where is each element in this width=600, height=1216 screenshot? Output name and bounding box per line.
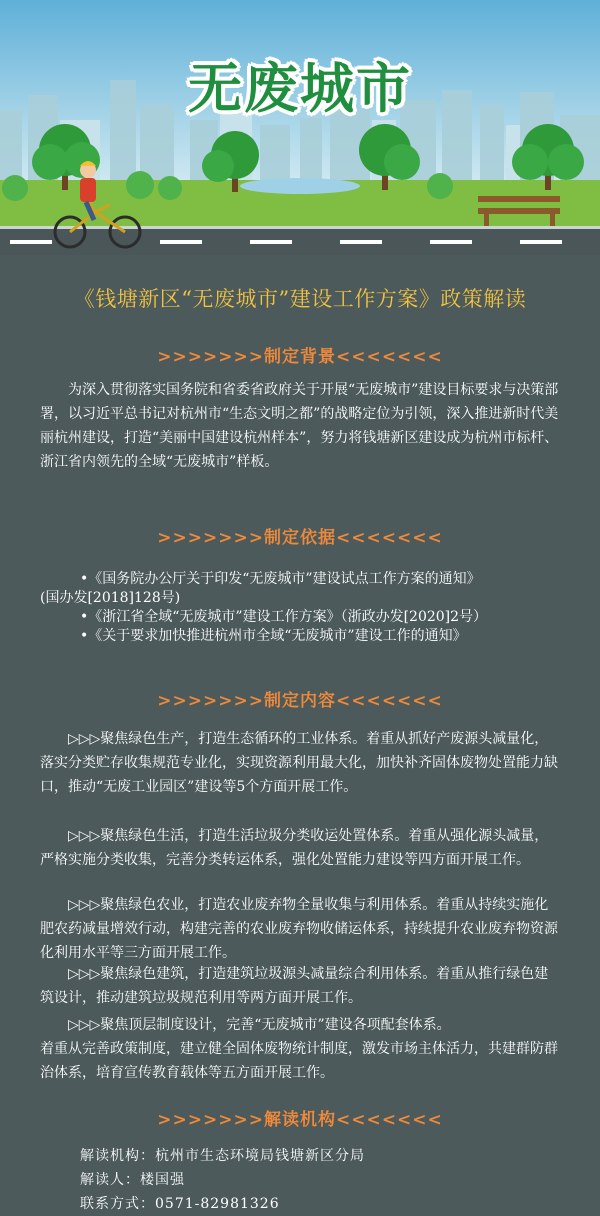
- interpreter-person: 解读人：楼国强: [80, 1172, 185, 1188]
- section-heading-background: >>>>>>>制定背景<<<<<<<: [157, 347, 443, 367]
- content-paragraph: ▷▷▷聚焦绿色建筑，打造建筑垃圾源头减量综合利用体系。着重从推行绿色建筑设计，推动建筑垃圾规范利用等两方面开展工作。: [40, 966, 549, 1006]
- interpreter-contact: 联系方式：0571-82981326: [80, 1196, 280, 1212]
- document-title: 《钱塘新区“无废城市”建设工作方案》政策解读: [73, 287, 527, 311]
- list-item: (国办发[2018]128号): [40, 590, 181, 606]
- background-paragraph: 为深入贯彻落实国务院和省委省政府关于开展“无废城市”建设目标要求与决策部署，以习近平总书记对杭州市“生态文明之都”的战略定位为引领，深入推进新时代美丽杭州建设，打造“美丽中国建设杭州样本”，努力将钱塘新区建设成为杭州市标杆、浙江省内领先的全域“无废城市”样板。: [40, 382, 559, 470]
- content-paragraph: 着重从完善政策制度，建立健全固体废物统计制度，激发市场主体活力，共建群防群治体系，培育宣传教育载体等五方面开展工作。: [40, 1041, 558, 1081]
- hero-banner: [0, 0, 600, 255]
- list-item: •《关于要求加快推进杭州市全域“无废城市”建设工作的通知》: [80, 628, 467, 644]
- content-paragraph: ▷▷▷聚焦绿色生活，打造生活垃圾分类收运处置体系。着重从强化源头减量，严格实施分类收集，完善分类转运体系，强化处置能力建设等四方面开展工作。: [40, 828, 549, 868]
- list-item: •《浙江省全域“无废城市”建设工作方案》（浙政办发[2020]2号）: [80, 609, 488, 625]
- list-item: •《国务院办公厅关于印发“无废城市”建设试点工作方案的通知》: [80, 571, 481, 587]
- section-heading-content: >>>>>>>制定内容<<<<<<<: [157, 691, 443, 711]
- basis-list: [40, 570, 570, 646]
- content-paragraph: ▷▷▷聚焦顶层制度设计，完善“无废城市”建设各项配套体系。: [68, 1017, 451, 1033]
- section-heading-interpreter: >>>>>>>解读机构<<<<<<<: [157, 1110, 443, 1130]
- section-heading-basis: >>>>>>>制定依据<<<<<<<: [157, 528, 443, 548]
- content-paragraph: ▷▷▷聚焦绿色农业，打造农业废弃物全量收集与利用体系。着重从持续实施化肥农药减量增效行动，构建完善的农业废弃物收储运体系，持续提升农业废弃物资源化利用水平等三方面开展工作。: [40, 897, 558, 961]
- city-illustration: [0, 0, 600, 255]
- interpreter-org: 解读机构：杭州市生态环境局钱塘新区分局: [80, 1148, 365, 1164]
- content-paragraph: ▷▷▷聚焦绿色生产，打造生态循环的工业体系。着重从抓好产废源头减量化，落实分类贮存收集规范专业化，实现资源利用最大化，加快补齐固体废物处置能力缺口，推动“无废工业园区”建设等5个方面开展工作。: [40, 731, 558, 795]
- banner-title: 无废城市: [188, 57, 412, 120]
- interpreter-info: [80, 1144, 365, 1216]
